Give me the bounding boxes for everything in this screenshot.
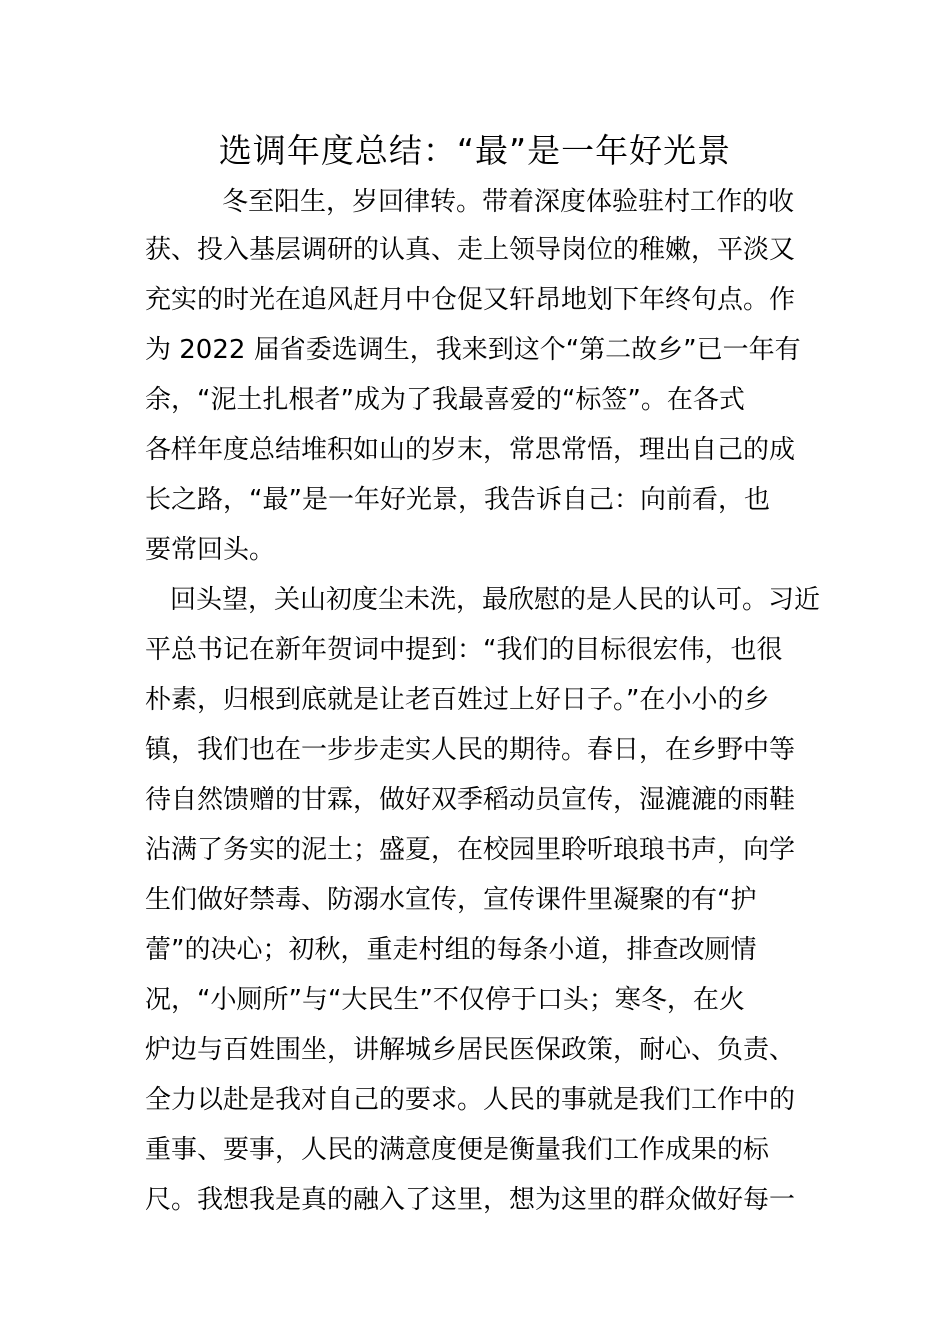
paragraph-line: 各样年度总结堆积如山的岁末，常思常悟，理出自己的成	[145, 435, 796, 465]
paragraph-line: 回头望，关山初度尘未洗，最欣慰的是人民的认可。习近	[170, 585, 821, 615]
paragraph-line: 朴素，归根到底就是让老百姓过上好日子。”在小小的乡	[145, 685, 770, 715]
paragraph-line: 生们做好禁毒、防溺水宣传，宣传课件里凝聚的有“护	[145, 885, 757, 915]
paragraph-line: 冬至阳生，岁回律转。带着深度体验驻村工作的收	[222, 187, 795, 217]
paragraph-line: 沾满了务实的泥土；盛夏，在校园里聆听琅琅书声，向学	[145, 835, 796, 865]
paragraph-line: 平总书记在新年贺词中提到：“我们的目标很宏伟，也很	[145, 635, 783, 665]
paragraph-line: 尺。我想我是真的融入了这里，想为这里的群众做好每一	[145, 1185, 796, 1215]
paragraph-line: 余，“泥土扎根者”成为了我最喜爱的“标签”。在各式	[145, 385, 745, 415]
paragraph-line: 况，“小厕所”与“大民生”不仅停于口头；寒冬，在火	[145, 985, 745, 1015]
document-title: 选调年度总结：“最”是一年好光景	[218, 131, 732, 170]
paragraph-line: 蕾”的决心；初秋，重走村组的每条小道，排查改厕情	[145, 935, 757, 965]
paragraph-line: 为 2022 届省委选调生，我来到这个“第二故乡”已一年有	[145, 335, 801, 365]
paragraph-line: 获、投入基层调研的认真、走上领导岗位的稚嫩，平淡又	[145, 235, 796, 265]
paragraph-line: 镇，我们也在一步步走实人民的期待。春日，在乡野中等	[145, 735, 796, 765]
paragraph-line: 充实的时光在追风赶月中仓促又轩昂地划下年终句点。作	[145, 285, 796, 315]
paragraph-line: 要常回头。	[145, 535, 276, 565]
paragraph-line: 全力以赴是我对自己的要求。人民的事就是我们工作中的	[145, 1085, 796, 1115]
paragraph-line: 待自然馈赠的甘霖，做好双季稻动员宣传，湿漉漉的雨鞋	[145, 785, 796, 815]
paragraph-line: 长之路，“最”是一年好光景，我告诉自己：向前看，也	[145, 485, 770, 515]
paragraph-line: 重事、要事，人民的满意度便是衡量我们工作成果的标	[145, 1135, 770, 1165]
paragraph-line: 炉边与百姓围坐，讲解城乡居民医保政策，耐心、负责、	[145, 1035, 796, 1065]
